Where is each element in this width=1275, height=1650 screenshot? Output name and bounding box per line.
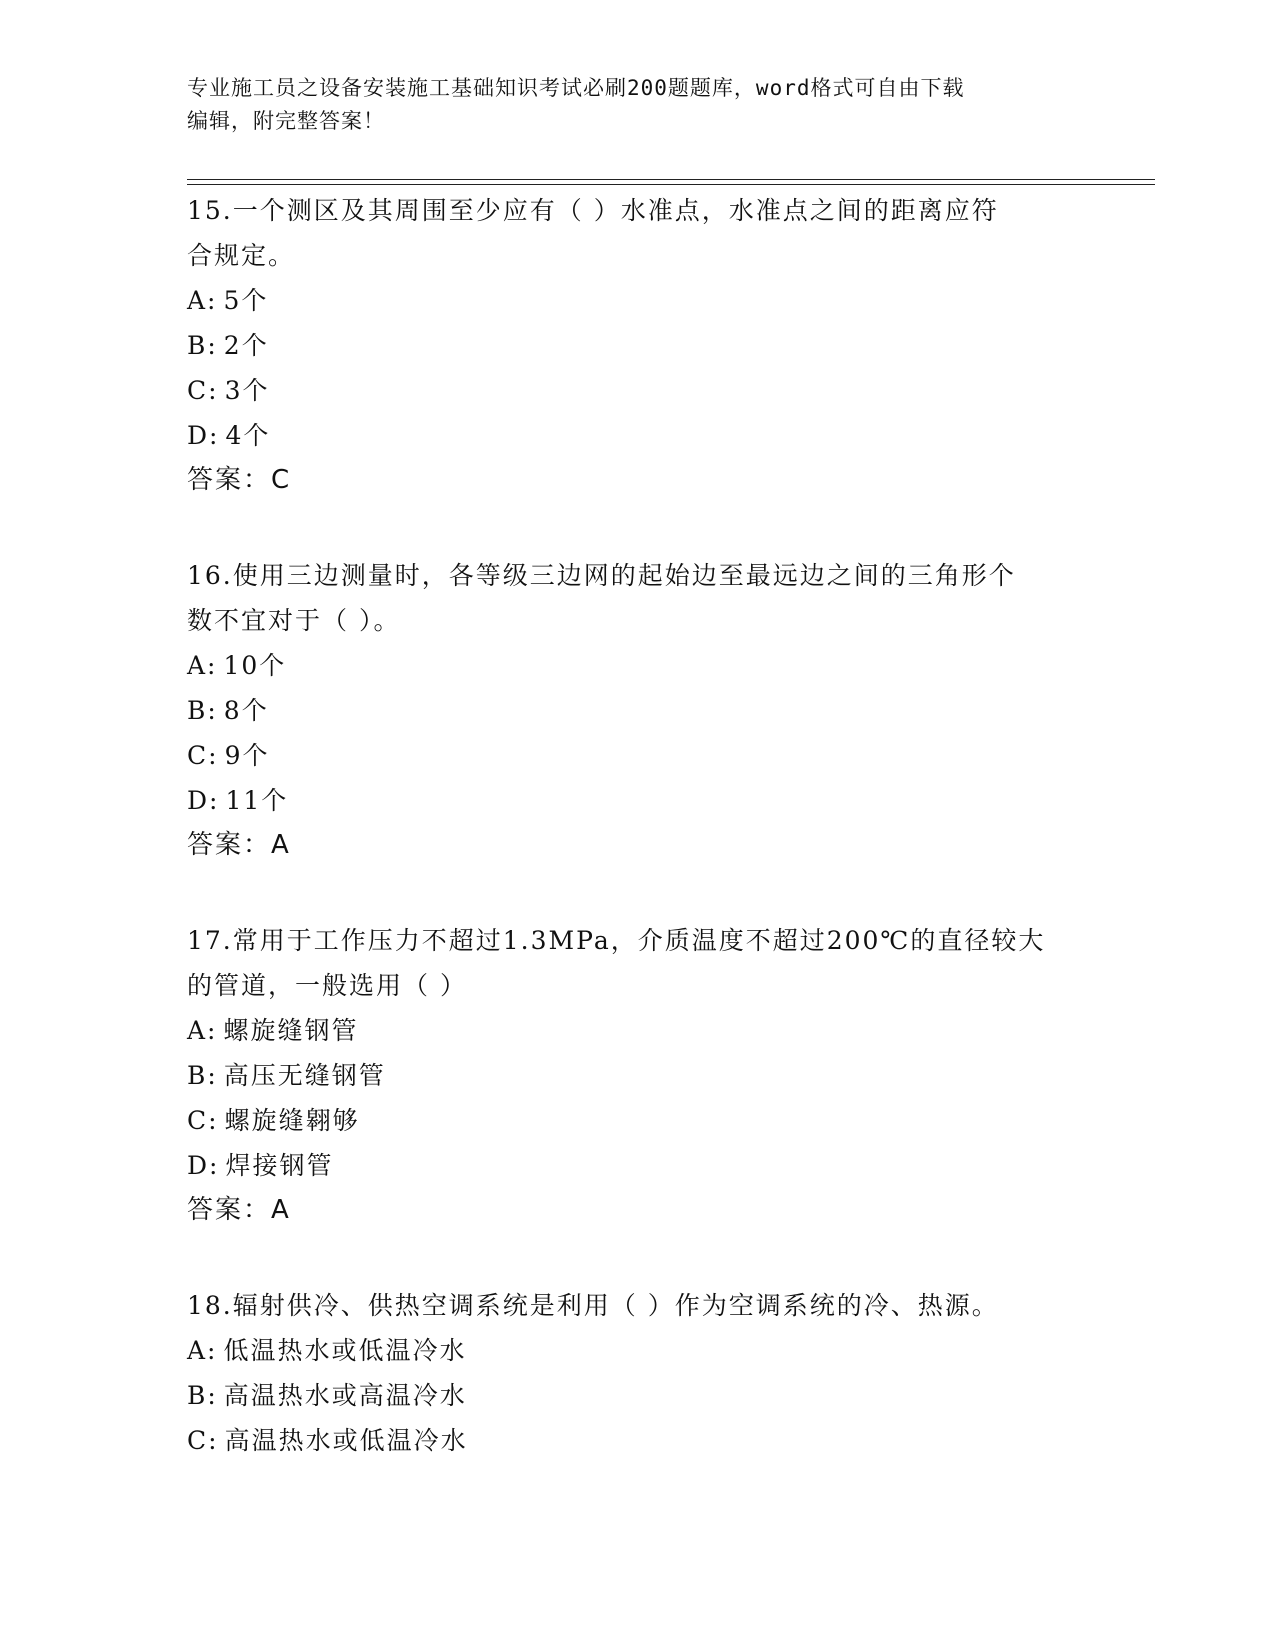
option-text: 2个 <box>223 331 269 360</box>
question-text <box>187 1283 1087 1328</box>
question-text <box>187 918 1087 1008</box>
option-text: 高温热水或高温冷水 <box>223 1381 467 1410</box>
answer-line: 答案：A <box>187 830 291 860</box>
option-letter: B: <box>187 696 218 725</box>
option-b <box>187 323 1087 368</box>
option-letter: B: <box>187 331 218 360</box>
option-letter: C: <box>187 1106 219 1135</box>
question-list <box>187 188 1087 1513</box>
option-text: 高压无缝钢管 <box>223 1061 386 1090</box>
question-text-line: 18.辐射供冷、供热空调系统是利用（ ）作为空调系统的冷、热源。 <box>187 1291 999 1320</box>
question-text-line: 的管道，一般选用（ ） <box>187 971 467 1000</box>
answer-line: 答案：A <box>187 1195 291 1225</box>
option-text: 焊接钢管 <box>225 1151 334 1180</box>
question-text-line: 合规定。 <box>187 241 296 270</box>
option-letter: A: <box>187 1336 218 1365</box>
option-text: 低温热水或低温冷水 <box>223 1336 467 1365</box>
question-15 <box>187 188 1087 503</box>
option-c <box>187 368 1087 413</box>
question-18 <box>187 1283 1087 1463</box>
option-c <box>187 1098 1087 1143</box>
option-letter: B: <box>187 1381 218 1410</box>
option-text: 3个 <box>224 376 270 405</box>
option-text: 5个 <box>223 286 269 315</box>
option-b <box>187 1373 1087 1418</box>
option-letter: B: <box>187 1061 218 1090</box>
option-text: 高温热水或低温冷水 <box>224 1426 468 1455</box>
option-letter: D: <box>187 421 220 450</box>
document-header <box>187 72 1087 138</box>
question-text-line: 17.常用于工作压力不超过1.3MPa，介质温度不超过200℃的直径较大 <box>187 926 1046 955</box>
header-line-1: 专业施工员之设备安装施工基础知识考试必刷200题题库，word格式可自由下载 <box>187 76 965 100</box>
option-letter: A: <box>187 651 218 680</box>
option-text: 4个 <box>225 421 271 450</box>
option-text: 螺旋缝钢管 <box>223 1016 359 1045</box>
option-letter: C: <box>187 1426 219 1455</box>
header-divider-top <box>187 179 1155 180</box>
header-divider-bottom <box>187 184 1155 185</box>
option-text: 8个 <box>223 696 269 725</box>
question-text-line: 数不宜对于（ ）。 <box>187 606 401 635</box>
option-text: 螺旋缝翱够 <box>224 1106 360 1135</box>
option-text: 11个 <box>225 786 289 815</box>
option-a <box>187 1328 1087 1373</box>
option-d <box>187 1143 1087 1188</box>
option-a <box>187 1008 1087 1053</box>
question-text <box>187 553 1087 643</box>
option-letter: A: <box>187 1016 218 1045</box>
option-a <box>187 278 1087 323</box>
option-letter: D: <box>187 1151 220 1180</box>
option-text: 10个 <box>223 651 287 680</box>
question-text <box>187 188 1087 278</box>
question-text-line: 16.使用三边测量时，各等级三边网的起始边至最远边之间的三角形个 <box>187 561 1016 590</box>
option-c <box>187 1418 1087 1463</box>
option-letter: C: <box>187 741 219 770</box>
question-17 <box>187 918 1087 1233</box>
option-b <box>187 1053 1087 1098</box>
answer-line: 答案：C <box>187 465 292 495</box>
option-a <box>187 643 1087 688</box>
question-16 <box>187 553 1087 868</box>
option-letter: A: <box>187 286 218 315</box>
header-line-2: 编辑，附完整答案！ <box>187 109 385 133</box>
question-text-line: 15.一个测区及其周围至少应有（ ）水准点，水准点之间的距离应符 <box>187 196 999 225</box>
option-letter: C: <box>187 376 219 405</box>
option-text: 9个 <box>224 741 270 770</box>
option-letter: D: <box>187 786 220 815</box>
option-d <box>187 778 1087 823</box>
option-d <box>187 413 1087 458</box>
option-c <box>187 733 1087 778</box>
option-b <box>187 688 1087 733</box>
